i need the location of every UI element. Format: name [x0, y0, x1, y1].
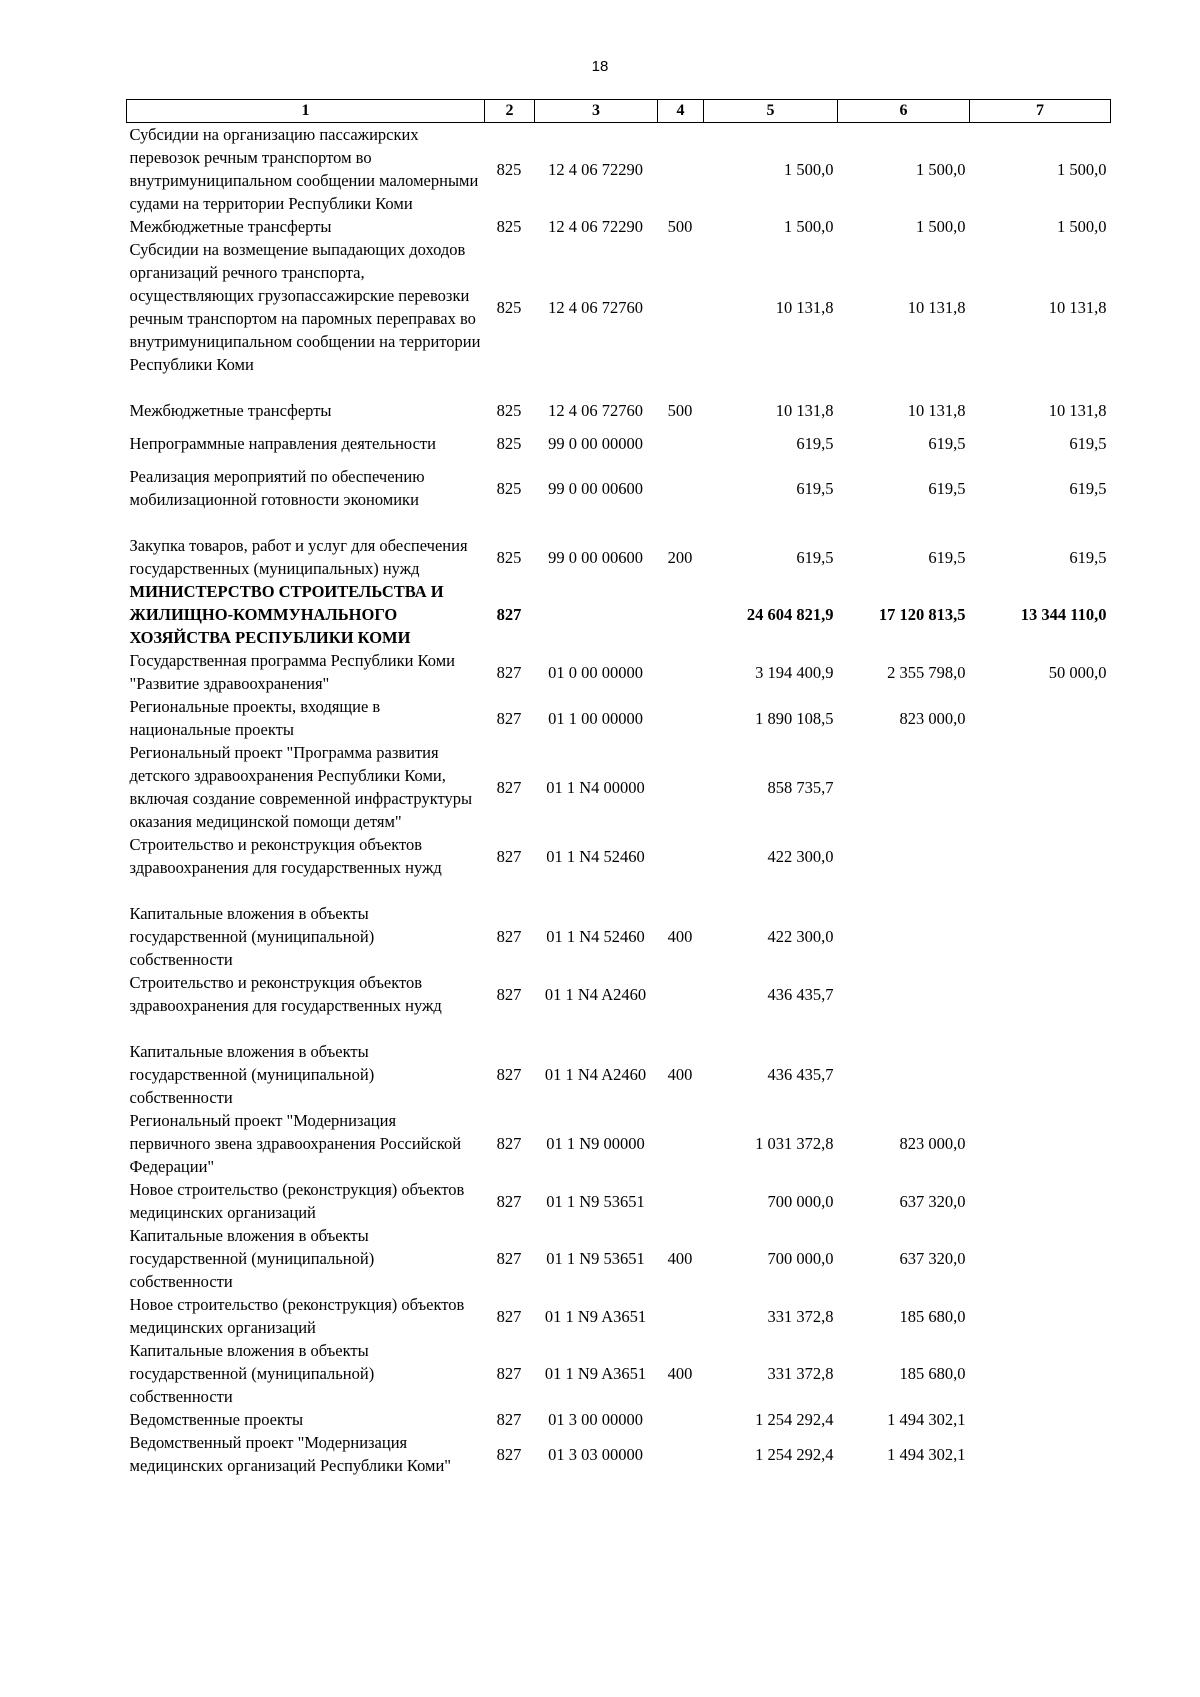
row-name: Строительство и реконструкция объектов здравоохранения для государственных нужд: [129, 973, 442, 1015]
row-amount-year2: 185 680,0: [899, 1306, 966, 1326]
row-admin-code: 827: [496, 708, 522, 728]
row-target-article: 01 0 00 00000: [548, 662, 643, 682]
row-expense-type: [658, 455, 704, 511]
column-header-vr: 4: [658, 100, 704, 123]
row-target-article: [535, 580, 658, 649]
row-amount-year2: 2 355 798,0: [887, 662, 966, 682]
row-name: Новое строительство (реконструкция) объектов медицинских организаций: [129, 1180, 465, 1222]
table-row: [127, 695, 1111, 741]
row-admin-code: 825: [496, 159, 522, 179]
row-name: Капитальные вложения в объекты государственной (муниципальной) собственности: [129, 904, 375, 969]
row-amount-year1: 422 300,0: [767, 927, 834, 946]
row-amount-year1: 10 131,8: [775, 401, 834, 420]
row-admin-code: 825: [496, 401, 522, 420]
row-amount-year1: 1 031 372,8: [755, 1134, 834, 1153]
row-name: Ведомственный проект "Модернизация медицинских организаций Республики Коми": [129, 1433, 452, 1475]
row-admin-code: 827: [496, 846, 522, 866]
row-amount-year2: 637 320,0: [899, 1191, 966, 1211]
row-amount-year3: 619,5: [1069, 478, 1107, 498]
row-amount-year3: 1 500,0: [1057, 159, 1107, 179]
row-target-article: 01 1 N9 53651: [546, 1191, 645, 1211]
row-amount-year3: [970, 902, 1111, 971]
row-target-article: 01 3 00 00000: [548, 1410, 643, 1429]
row-amount-year3: [970, 1408, 1111, 1431]
row-expense-type: [658, 741, 704, 833]
row-name: Закупка товаров, работ и услуг для обеспечения государственных (муниципальных) нужд: [129, 536, 468, 578]
row-amount-year1: 1 890 108,5: [755, 708, 834, 728]
row-target-article: 99 0 00 00600: [548, 547, 643, 567]
row-amount-year3: 10 131,8: [1048, 297, 1107, 317]
row-target-article: 99 0 00 00600: [548, 478, 643, 498]
column-header-year3: 7: [970, 100, 1111, 123]
row-admin-code: 827: [496, 1249, 522, 1268]
table-row: [127, 422, 1111, 455]
row-name: Субсидии на возмещение выпадающих доходов организаций речного транспорта, осуществляющих грузопассажирские перевозки речным транспортом на паромных переправах во внутримуниципальном сообщении на территории Республики Коми: [129, 240, 481, 374]
row-name: МИНИСТЕРСТВО СТРОИТЕЛЬСТВА И ЖИЛИЩНО-КОММУНАЛЬНОГО ХОЗЯЙСТВА РЕСПУБЛИКИ КОМИ: [129, 582, 444, 647]
row-amount-year1: 331 372,8: [767, 1306, 834, 1326]
row-amount-year3: [970, 1431, 1111, 1477]
row-expense-type: 400: [667, 1065, 693, 1084]
row-amount-year2: 1 500,0: [916, 217, 966, 236]
row-amount-year3: 619,5: [1069, 434, 1107, 453]
table-row: [127, 971, 1111, 1040]
row-amount-year3: 619,5: [1069, 547, 1107, 567]
row-amount-year1: 1 500,0: [784, 217, 834, 236]
row-target-article: 12 4 06 72760: [548, 401, 643, 420]
row-amount-year2: 637 320,0: [899, 1249, 966, 1268]
row-name: Капитальные вложения в объекты государственной (муниципальной) собственности: [129, 1341, 375, 1406]
row-target-article: 99 0 00 00000: [548, 434, 643, 453]
row-amount-year2: 823 000,0: [899, 708, 966, 728]
table-row: [127, 833, 1111, 902]
row-amount-year1: 700 000,0: [767, 1249, 834, 1268]
row-expense-type: [658, 1431, 704, 1477]
row-amount-year1: 10 131,8: [775, 297, 834, 317]
row-target-article: 01 1 N9 53651: [546, 1249, 645, 1268]
row-amount-year2: 17 120 813,5: [878, 605, 966, 624]
row-amount-year2: 619,5: [928, 434, 966, 453]
page-number: 18: [591, 58, 609, 75]
row-amount-year2: [838, 1040, 970, 1109]
row-target-article: 01 1 N4 A2460: [544, 984, 647, 1004]
table-row: [127, 1408, 1111, 1431]
table-row: [127, 511, 1111, 580]
row-amount-year2: 1 494 302,1: [887, 1444, 966, 1464]
row-admin-code: 827: [496, 984, 522, 1004]
column-header-admin: 2: [485, 100, 535, 123]
row-admin-code: 827: [496, 1191, 522, 1211]
row-expense-type: [658, 1293, 704, 1339]
row-name: Региональный проект "Модернизация первичного звена здравоохранения Российской Федерации": [129, 1111, 462, 1176]
row-amount-year2: 1 500,0: [916, 159, 966, 179]
row-amount-year1: 3 194 400,9: [755, 662, 834, 682]
table-row: [127, 649, 1111, 695]
row-amount-year2: 185 680,0: [899, 1364, 966, 1383]
row-target-article: 01 1 N4 52460: [546, 927, 645, 946]
table-row: [127, 215, 1111, 238]
row-name: Реализация мероприятий по обеспечению мобилизационной готовности экономики: [129, 467, 425, 509]
row-target-article: 12 4 06 72290: [548, 217, 643, 236]
row-target-article: 01 1 N4 A2460: [544, 1065, 647, 1084]
row-amount-year1: 619,5: [796, 434, 834, 453]
row-admin-code: 825: [496, 547, 522, 567]
row-admin-code: 827: [496, 927, 522, 946]
column-header-year2: 6: [838, 100, 970, 123]
row-target-article: 12 4 06 72760: [548, 297, 643, 317]
row-amount-year1: 422 300,0: [767, 846, 834, 866]
row-expense-type: [658, 833, 704, 902]
row-name: Ведомственные проекты: [129, 1410, 304, 1429]
row-amount-year2: [838, 741, 970, 833]
row-amount-year3: [970, 1109, 1111, 1178]
row-admin-code: 827: [496, 1306, 522, 1326]
row-expense-type: [658, 695, 704, 741]
row-amount-year3: [970, 1293, 1111, 1339]
row-amount-year1: 1 500,0: [784, 159, 834, 179]
row-name: Капитальные вложения в объекты государственной (муниципальной) собственности: [129, 1226, 375, 1291]
row-name: Государственная программа Республики Коми "Развитие здравоохранения": [129, 651, 455, 693]
row-name: Строительство и реконструкция объектов здравоохранения для государственных нужд: [129, 835, 442, 877]
row-amount-year2: 823 000,0: [899, 1134, 966, 1153]
table-row: [127, 1109, 1111, 1178]
row-amount-year3: [970, 1339, 1111, 1408]
row-target-article: 01 1 N9 A3651: [544, 1364, 647, 1383]
row-admin-code: 827: [496, 1364, 522, 1383]
row-amount-year3: [970, 1040, 1111, 1109]
row-amount-year3: [970, 833, 1111, 902]
table-row-ministry: [127, 580, 1111, 649]
row-amount-year3: [970, 1224, 1111, 1293]
row-amount-year3: 13 344 110,0: [1020, 605, 1107, 624]
row-admin-code: 825: [496, 297, 522, 317]
table-row: [127, 455, 1111, 511]
row-expense-type: [658, 1408, 704, 1431]
row-amount-year3: 10 131,8: [1048, 401, 1107, 420]
row-target-article: 01 1 N9 00000: [546, 1134, 645, 1153]
row-amount-year2: [838, 902, 970, 971]
row-target-article: 01 3 03 00000: [548, 1444, 643, 1464]
row-expense-type: [658, 123, 704, 216]
row-admin-code: 827: [496, 777, 522, 797]
row-target-article: 12 4 06 72290: [548, 159, 643, 179]
row-amount-year1: 1 254 292,4: [755, 1410, 834, 1429]
column-header-year1: 5: [704, 100, 838, 123]
row-expense-type: [658, 971, 704, 1040]
row-amount-year3: 50 000,0: [1048, 662, 1107, 682]
row-admin-code: 827: [496, 1410, 522, 1429]
row-amount-year2: 619,5: [928, 478, 966, 498]
row-name: Субсидии на организацию пассажирских перевозок речным транспортом во внутримуниципальном сообщении маломерными судами на территории Республики Коми: [129, 125, 479, 213]
row-name: Новое строительство (реконструкция) объектов медицинских организаций: [129, 1295, 465, 1337]
row-amount-year1: 619,5: [796, 478, 834, 498]
table-row: [127, 123, 1111, 216]
row-amount-year2: 1 494 302,1: [887, 1410, 966, 1429]
row-expense-type: 500: [667, 401, 693, 420]
row-expense-type: [658, 649, 704, 695]
table-header-row: [127, 100, 1111, 123]
row-amount-year1: 1 254 292,4: [755, 1444, 834, 1464]
row-expense-type: [658, 1178, 704, 1224]
row-amount-year1: 858 735,7: [767, 777, 834, 797]
row-amount-year2: 10 131,8: [907, 401, 966, 420]
table-row: [127, 238, 1111, 399]
row-admin-code: 825: [496, 478, 522, 498]
table-row: [127, 902, 1111, 971]
row-expense-type: [658, 580, 704, 649]
row-amount-year3: [970, 695, 1111, 741]
row-name: Непрограммные направления деятельности: [129, 434, 436, 453]
row-name: Межбюджетные трансферты: [129, 401, 332, 420]
row-admin-code: 827: [496, 1065, 522, 1084]
row-amount-year1: 24 604 821,9: [746, 605, 834, 624]
row-amount-year1: 331 372,8: [767, 1364, 834, 1383]
budget-table: [126, 99, 1111, 1477]
table-row: [127, 1431, 1111, 1477]
table-row: [127, 1178, 1111, 1224]
row-target-article: 01 1 N4 00000: [546, 777, 645, 797]
row-expense-type: [658, 238, 704, 399]
row-expense-type: 400: [667, 1249, 693, 1268]
row-amount-year2: [838, 971, 970, 1040]
row-admin-code: 825: [496, 217, 522, 236]
row-amount-year3: 1 500,0: [1057, 217, 1107, 236]
row-expense-type: [658, 422, 704, 455]
row-admin-code: 825: [496, 434, 522, 453]
row-expense-type: 400: [667, 927, 693, 946]
row-admin-code: 827: [496, 662, 522, 682]
row-expense-type: 400: [667, 1364, 693, 1383]
row-amount-year1: 436 435,7: [767, 1065, 834, 1084]
row-expense-type: 500: [667, 217, 693, 236]
row-amount-year3: [970, 971, 1111, 1040]
row-amount-year1: 619,5: [796, 547, 834, 567]
row-target-article: 01 1 N9 A3651: [544, 1306, 647, 1326]
row-amount-year2: [838, 833, 970, 902]
table-row: [127, 1293, 1111, 1339]
row-target-article: 01 1 00 00000: [548, 708, 643, 728]
row-amount-year3: [970, 1178, 1111, 1224]
table-row: [127, 399, 1111, 422]
table-row: [127, 1224, 1111, 1293]
row-amount-year2: 619,5: [928, 547, 966, 567]
column-header-name: 1: [127, 100, 485, 123]
row-amount-year3: [970, 741, 1111, 833]
row-amount-year1: 700 000,0: [767, 1191, 834, 1211]
row-name: Региональный проект "Программа развития детского здравоохранения Республики Коми, включая создание современной инфраструктуры оказания медицинской помощи детям": [129, 743, 473, 831]
table-row: [127, 741, 1111, 833]
row-name: Капитальные вложения в объекты государственной (муниципальной) собственности: [129, 1042, 375, 1107]
row-name: Межбюджетные трансферты: [129, 217, 332, 236]
row-amount-year2: 10 131,8: [907, 297, 966, 317]
row-expense-type: [658, 1109, 704, 1178]
column-header-csr: 3: [535, 100, 658, 123]
row-expense-type: 200: [667, 547, 693, 567]
row-admin-code: 827: [496, 605, 522, 624]
row-name: Региональные проекты, входящие в национальные проекты: [129, 697, 381, 739]
row-admin-code: 827: [496, 1134, 522, 1153]
table-row: [127, 1339, 1111, 1408]
table-row: [127, 1040, 1111, 1109]
row-amount-year1: 436 435,7: [767, 984, 834, 1004]
row-admin-code: 827: [496, 1444, 522, 1464]
row-target-article: 01 1 N4 52460: [546, 846, 645, 866]
